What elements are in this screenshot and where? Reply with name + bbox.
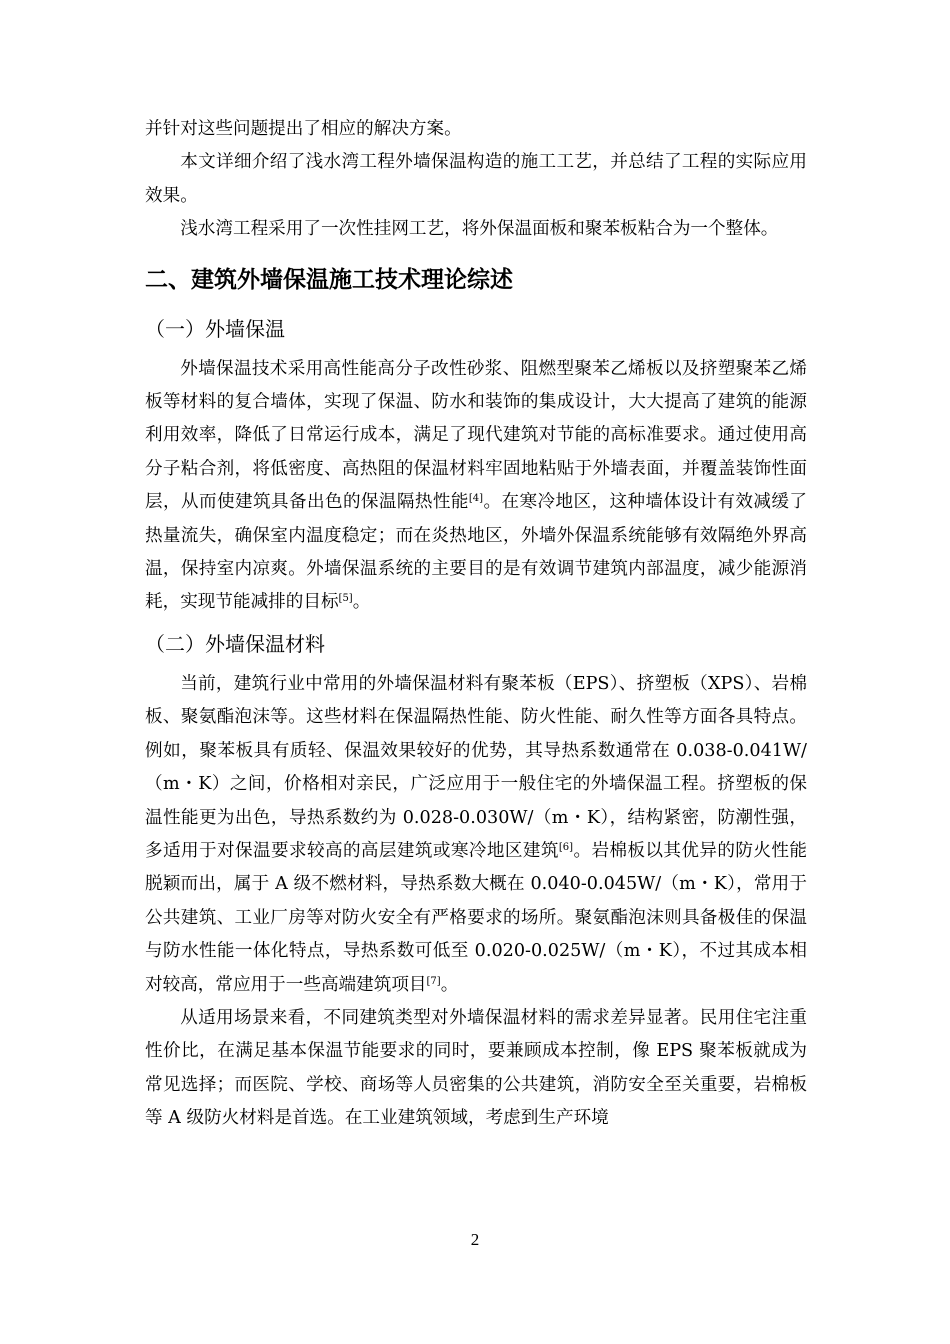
text-run: 。 xyxy=(352,592,371,613)
application-scenarios-paragraph: 从适用场景来看，不同建筑类型对外墙保温材料的需求差异显著。民用住宅注重性价比，在满足基本保温节能要求的同时，要兼顾成本控制，像 EPS 聚苯板就成为常见选择；而医院、学校、商场等人员密集的公共建筑，消防安全至关重要，岩棉板等 A 级防火材料是首选。在工业建筑领域，考虑到生产环境 xyxy=(145,1007,807,1129)
citation-ref: [4] xyxy=(468,493,484,505)
subsection-heading-insulation-materials: （二）外墙保温材料 xyxy=(145,631,325,656)
text-run: 。 xyxy=(440,974,459,995)
intro-paragraph-mesh-process: 浅水湾工程采用了一次性挂网工艺，将外保温面板和聚苯板粘合为一个整体。 xyxy=(180,219,779,240)
subsection-heading-wall-insulation: （一）外墙保温 xyxy=(145,316,285,341)
intro-paragraph-continued: 并针对这些问题提出了相应的解决方案。 xyxy=(145,119,462,139)
section-heading: 二、建筑外墙保温施工技术理论综述 xyxy=(145,266,513,293)
citation-ref: [5] xyxy=(338,593,353,605)
page-body xyxy=(145,113,807,1136)
text-run: 当前，建筑行业中常用的外墙保温材料有聚苯板（EPS）、挤塑板（XPS）、岩棉板、聚氨酯泡沫等。这些材料在保温隔热性能、防火性能、耐久性等方面各具特点。例如，聚苯板具有质轻、保温效果较好的优势，其导热系数通常在 0.038-0.041W/（m・K）之间，价格相对亲民，广泛应用于一般住宅的外墙保温工程。挤塑板的保温性能更为出色，导热系数约为 0.028-0.030W/（m・K），结构紧密，防潮性强，多适用于对保温要求较高的高层建筑或寒冷地区建筑 xyxy=(145,673,807,861)
text-run: 外墙保温技术采用高性能高分子改性砂浆、阻燃型聚苯乙烯板以及挤塑聚苯乙烯板等材料的复合墙体，实现了保温、防水和装饰的集成设计，大大提高了建筑的能源利用效率，降低了日常运行成本，满足了现代建筑对节能的高标准要求。通过使用高分子粘合剂，将低密度、高热阻的保温材料牢固地粘贴于外墙表面，并覆盖装饰性面层，从而使建筑具备出色的保温隔热性能 xyxy=(145,358,807,513)
page-number: 2 xyxy=(470,1230,480,1249)
text-run: 。岩棉板以其优异的防火性能脱颖而出，属于 A 级不燃材料，导热系数大概在 0.040-0.045W/（m・K），常用于公共建筑、工业厂房等对防火安全有严格要求的场所。聚氨酯泡沫则具备极佳的保温与防水性能一体化特点，导热系数可低至 0.020-0.025W/（m・K），不过其成本相对较高，常应用于一些高端建筑项目 xyxy=(145,840,807,995)
citation-ref: [7] xyxy=(426,975,441,987)
wall-insulation-paragraph xyxy=(145,353,807,620)
text-run: 。在寒冷地区，这种墙体设计有效减缓了热量流失，确保室内温度稳定；而在炎热地区，外墙外保温系统能够有效隔绝外界高温，保持室内凉爽。外墙保温系统的主要目的是有效调节建筑内部温度，减少能源消耗，实现节能减排的目标 xyxy=(145,492,807,613)
citation-ref: [6] xyxy=(558,841,574,853)
intro-paragraph-construction: 本文详细介绍了浅水湾工程外墙保温构造的施工工艺，并总结了工程的实际应用效果。 xyxy=(145,152,807,206)
insulation-materials-paragraph xyxy=(145,668,807,1002)
